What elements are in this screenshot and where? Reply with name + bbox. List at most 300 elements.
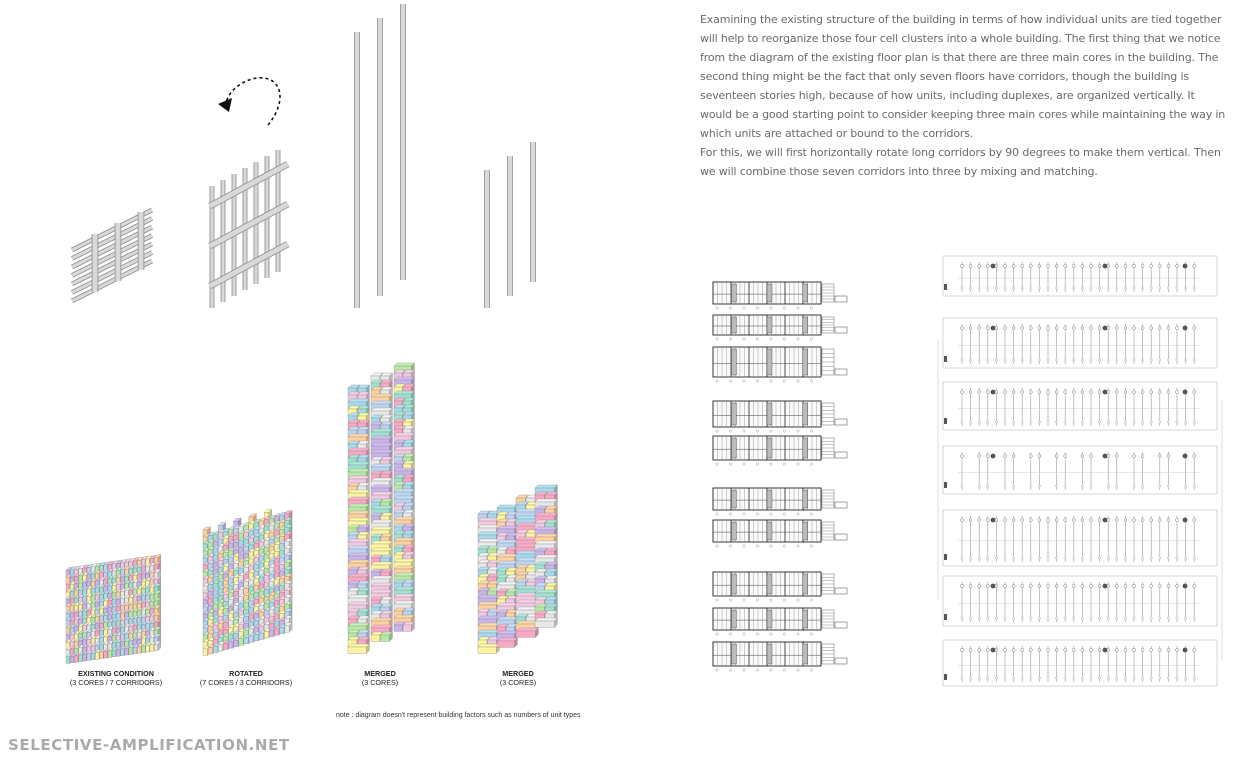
schematic-node <box>1047 359 1049 361</box>
schematic-node <box>1116 557 1118 559</box>
schematic-node <box>986 265 989 268</box>
schematic-node <box>1141 557 1143 559</box>
schematic-node <box>986 585 989 588</box>
schematic-node <box>1159 677 1161 679</box>
unit-block <box>121 649 125 656</box>
unit-block-top <box>497 638 517 641</box>
schematic-node <box>1021 327 1024 330</box>
plan-core <box>731 522 736 540</box>
schematic-node <box>1167 391 1170 394</box>
schematic-level-mark <box>944 614 947 620</box>
plan-grid-marker <box>797 599 799 601</box>
schematic-node <box>1004 585 1007 588</box>
schematic-node <box>1030 359 1032 361</box>
schematic-node <box>1055 327 1058 330</box>
schematic-node <box>969 519 972 522</box>
unit-block <box>478 647 496 653</box>
unit-block-top <box>497 582 517 585</box>
schematic-node <box>1047 649 1050 652</box>
plan-grid-marker <box>810 307 812 309</box>
schematic-node <box>1090 617 1092 619</box>
schematic-node <box>1021 265 1024 268</box>
unit-block-top <box>348 574 369 577</box>
unit-block-top <box>478 602 499 605</box>
schematic-node <box>1090 649 1093 652</box>
schematic-node <box>978 421 980 423</box>
schematic-node <box>1030 485 1032 487</box>
plan-grid-marker <box>729 599 731 601</box>
schematic-node <box>1098 327 1101 330</box>
schematic-node <box>1090 519 1093 522</box>
unit-block-top <box>371 576 392 579</box>
schematic-core-dot <box>991 390 996 395</box>
unit-block <box>125 648 129 655</box>
schematic-node <box>1193 485 1195 487</box>
schematic-node <box>1116 617 1118 619</box>
schematic-node <box>1141 391 1144 394</box>
unit-block-top <box>371 618 392 621</box>
unit-block-top <box>348 623 369 626</box>
unit-block <box>269 630 274 636</box>
unit-block <box>239 639 244 645</box>
schematic-node <box>1004 455 1007 458</box>
schematic-node <box>961 455 964 458</box>
schematic-node <box>1124 519 1127 522</box>
schematic-node <box>961 287 963 289</box>
schematic-node <box>978 677 980 679</box>
schematic-node <box>961 485 963 487</box>
schematic-node <box>1029 585 1032 588</box>
plan-grid-marker <box>770 307 772 309</box>
unit-block-top <box>497 554 517 557</box>
schematic-core-dot <box>1103 264 1108 269</box>
description-paragraph-1: Examining the existing structure of the building in terms of how individual units are tied together will help to reorganize those four cell clusters into a whole building. The first thing that we notice from the diagram of the existing floor plan is that there are three main cores in the building. The second thing might be the fact that only seven floors have corridors, though the building is seventeen stories high, because of how units, including duplexes, are organized vertically. It would be a good starting point to consider keeping three main cores while maintaining the way in which units are attached or bound to the corridors. <box>700 13 1226 140</box>
stage-subtitle: (7 CORES / 3 CORRIDORS) <box>199 677 293 687</box>
schematic-node <box>1124 359 1126 361</box>
plan-grid-marker <box>716 513 718 515</box>
unit-block-top <box>394 363 414 366</box>
schematic-node <box>969 649 972 652</box>
schematic-node <box>1184 557 1186 559</box>
unit-block-top <box>348 462 369 465</box>
schematic-level-mark <box>944 284 947 290</box>
floor-plan <box>713 282 847 309</box>
schematic-node <box>1098 617 1100 619</box>
unit-block <box>234 640 239 646</box>
schematic-core-dot <box>1183 326 1188 331</box>
unit-block-top <box>348 476 369 479</box>
unit-block-top <box>478 623 499 626</box>
schematic-node <box>1133 557 1135 559</box>
plan-grid-marker <box>729 669 731 671</box>
schematic-node <box>1107 557 1109 559</box>
plan-grid-marker <box>770 513 772 515</box>
schematic-node <box>1090 455 1093 458</box>
schematic-node <box>987 359 989 361</box>
schematic-node <box>1047 617 1049 619</box>
plan-grid-marker <box>797 338 799 340</box>
plan-floor-tag <box>835 369 847 375</box>
unit-block-top <box>478 616 499 619</box>
plan-grid-marker <box>729 633 731 635</box>
schematic-node <box>1029 265 1032 268</box>
unit-block-top <box>371 485 392 488</box>
schematic-node <box>1133 421 1135 423</box>
unit-block-top <box>394 601 414 604</box>
schematic-node <box>1193 649 1196 652</box>
schematic-node <box>1098 519 1101 522</box>
schematic-node <box>1167 421 1169 423</box>
schematic-node <box>1098 677 1100 679</box>
schematic-node <box>1055 421 1057 423</box>
unit-block <box>142 646 146 653</box>
plan-core <box>803 610 808 628</box>
schematic-node <box>1176 617 1178 619</box>
schematic-node <box>1133 649 1136 652</box>
unit-block-top <box>348 595 369 598</box>
schematic-node <box>1141 677 1143 679</box>
schematic-node <box>1072 649 1075 652</box>
schematic-node <box>1004 391 1007 394</box>
schematic-node <box>1141 287 1143 289</box>
schematic-node <box>1115 265 1118 268</box>
schematic-node <box>1004 265 1007 268</box>
schematic-node <box>1124 391 1127 394</box>
schematic-node <box>1012 327 1015 330</box>
schematic-node <box>987 421 989 423</box>
schematic-node <box>1150 557 1152 559</box>
unit-block-top <box>497 526 517 529</box>
corridor-axonometric-diagrams <box>72 4 533 308</box>
schematic-node <box>1064 359 1066 361</box>
schematic-node <box>1133 617 1135 619</box>
plan-core <box>803 317 808 333</box>
schematic-node <box>1055 649 1058 652</box>
unit-block-top <box>371 562 392 565</box>
plan-grid-marker <box>783 513 785 515</box>
schematic-node <box>1021 585 1024 588</box>
schematic-node <box>978 391 981 394</box>
schematic-node <box>1158 519 1161 522</box>
schematic-level-mark <box>944 418 947 424</box>
diagram-note: note : diagram doesn't represent building factors such as numbers of unit types <box>336 712 581 719</box>
schematic-node <box>1004 485 1006 487</box>
schematic-node <box>961 557 963 559</box>
schematic-node <box>1038 265 1041 268</box>
unit-block <box>535 621 554 627</box>
schematic-core-dot <box>1103 584 1108 589</box>
stage-caption-merged-1 <box>350 670 410 687</box>
plan-grid-marker <box>783 463 785 465</box>
corridor-schematic <box>943 576 1217 626</box>
schematic-node <box>1064 485 1066 487</box>
schematic-node <box>1029 391 1032 394</box>
schematic-node <box>1133 359 1135 361</box>
schematic-node <box>1158 585 1161 588</box>
schematic-node <box>1030 677 1032 679</box>
unit-block-top <box>394 468 414 471</box>
schematic-node <box>1055 585 1058 588</box>
schematic-node <box>1038 391 1041 394</box>
plan-core <box>731 610 736 628</box>
unit-block <box>66 657 70 664</box>
unit-block <box>129 648 133 655</box>
schematic-node <box>961 391 964 394</box>
schematic-node <box>987 557 989 559</box>
schematic-core-dot <box>1103 390 1108 395</box>
unit-block-top <box>371 590 392 593</box>
schematic-node <box>1081 421 1083 423</box>
schematic-node <box>1012 677 1014 679</box>
schematic-node <box>1055 455 1058 458</box>
unit-block <box>70 656 74 663</box>
schematic-node <box>1141 265 1144 268</box>
corridor-schematic <box>943 382 1217 430</box>
schematic-node <box>986 391 989 394</box>
unit-block-top <box>394 489 414 492</box>
floor-plan <box>713 436 847 465</box>
schematic-node <box>987 287 989 289</box>
schematic-node <box>1030 421 1032 423</box>
unit-block-top <box>394 573 414 576</box>
stage-caption-existing <box>62 670 170 687</box>
rotation-arrow <box>226 78 280 125</box>
schematic-node <box>1090 677 1092 679</box>
plan-grid-marker <box>810 463 812 465</box>
unit-block <box>394 625 402 631</box>
unit-block-top <box>497 561 517 564</box>
schematic-core-dot <box>991 648 996 653</box>
plan-core <box>803 574 808 594</box>
schematic-node <box>1004 359 1006 361</box>
schematic-node <box>1176 649 1179 652</box>
schematic-node <box>1150 327 1153 330</box>
schematic-node <box>995 421 997 423</box>
unit-block-top <box>348 504 369 507</box>
plan-core <box>767 349 772 375</box>
plan-core <box>767 317 772 333</box>
plan-grid-marker <box>743 545 745 547</box>
schematic-node <box>987 617 989 619</box>
schematic-node <box>1012 485 1014 487</box>
unit-block-top <box>371 443 392 446</box>
schematic-level-mark <box>944 554 947 560</box>
unit-block-top <box>394 377 414 380</box>
schematic-node <box>1038 421 1040 423</box>
unit-block <box>249 636 254 642</box>
plan-grid-marker <box>783 545 785 547</box>
plan-grid-marker <box>797 545 799 547</box>
schematic-node <box>1004 421 1006 423</box>
schematic-node <box>1098 359 1100 361</box>
schematic-node <box>1081 557 1083 559</box>
schematic-node <box>1167 287 1169 289</box>
schematic-node <box>1176 359 1178 361</box>
schematic-node <box>1055 391 1058 394</box>
schematic-node <box>1133 585 1136 588</box>
schematic-node <box>1038 287 1040 289</box>
schematic-node <box>969 359 971 361</box>
plan-floor-tag <box>835 534 847 540</box>
schematic-node <box>986 327 989 330</box>
schematic-node <box>1141 455 1144 458</box>
schematic-level-mark <box>944 674 947 680</box>
unit-block <box>259 633 264 639</box>
unit-block-top <box>497 603 517 606</box>
plan-core <box>731 644 736 664</box>
schematic-node <box>1073 287 1075 289</box>
plan-grid-marker <box>810 513 812 515</box>
schematic-node <box>1090 265 1093 268</box>
plan-grid-marker <box>756 633 758 635</box>
unit-block-top <box>371 541 392 544</box>
schematic-node <box>1107 617 1109 619</box>
unit-block-top <box>535 485 557 488</box>
schematic-node <box>1055 287 1057 289</box>
plan-grid-marker <box>783 633 785 635</box>
schematic-node <box>1133 455 1136 458</box>
plan-grid-marker <box>716 633 718 635</box>
schematic-node <box>1030 287 1032 289</box>
plan-core <box>731 403 736 425</box>
schematic-node <box>1193 617 1195 619</box>
unit-block <box>108 651 112 658</box>
unit-block <box>285 626 290 632</box>
schematic-node <box>1193 287 1195 289</box>
plan-grid-marker <box>810 669 812 671</box>
schematic-node <box>1176 519 1179 522</box>
unit-block <box>150 645 154 652</box>
floor-plan <box>713 572 847 601</box>
schematic-node <box>1038 557 1040 559</box>
schematic-node <box>1124 557 1126 559</box>
schematic-node <box>1038 485 1040 487</box>
schematic-node <box>1193 391 1196 394</box>
schematic-node <box>978 649 981 652</box>
schematic-node <box>1159 359 1161 361</box>
schematic-node <box>1072 585 1075 588</box>
schematic-node <box>1150 617 1152 619</box>
schematic-node <box>1055 677 1057 679</box>
plan-core <box>731 317 736 333</box>
schematic-node <box>1038 617 1040 619</box>
plan-grid-marker <box>756 599 758 601</box>
unit-block-top <box>394 391 414 394</box>
unit-block <box>516 631 535 637</box>
unit-block-top <box>394 538 414 541</box>
schematic-node <box>1029 649 1032 652</box>
schematic-node <box>1150 391 1153 394</box>
schematic-node <box>1055 617 1057 619</box>
schematic-node <box>1064 265 1067 268</box>
schematic-node <box>961 649 964 652</box>
schematic-node <box>978 485 980 487</box>
rotation-arrowhead-icon <box>218 98 232 112</box>
plan-grid-marker <box>743 669 745 671</box>
plan-grid-marker <box>770 599 772 601</box>
schematic-node <box>1116 485 1118 487</box>
plan-grid-marker <box>743 463 745 465</box>
schematic-node <box>1158 265 1161 268</box>
schematic-node <box>1193 557 1195 559</box>
unit-block <box>116 650 120 657</box>
plan-grid-marker <box>770 430 772 432</box>
unit-block-top <box>371 401 392 404</box>
stage-subtitle: (3 CORES) <box>361 677 399 687</box>
unit-block-top <box>394 433 414 436</box>
schematic-node <box>1116 287 1118 289</box>
schematic-core-dot <box>991 326 996 331</box>
schematic-node <box>1090 327 1093 330</box>
plan-grid-marker <box>716 463 718 465</box>
unit-block <box>381 635 390 641</box>
schematic-node <box>1055 519 1058 522</box>
schematic-node <box>978 265 981 268</box>
plan-grid-marker <box>743 599 745 601</box>
schematic-node <box>1150 287 1152 289</box>
unit-block <box>371 635 380 641</box>
plan-grid-marker <box>770 669 772 671</box>
plan-floor-tag <box>835 622 847 628</box>
schematic-node <box>1047 327 1050 330</box>
plan-grid-marker <box>729 463 731 465</box>
unit-block-top <box>371 450 392 453</box>
schematic-node <box>1073 557 1075 559</box>
schematic-node <box>1124 617 1126 619</box>
unit-block <box>133 647 137 654</box>
schematic-node <box>1116 359 1118 361</box>
schematic-node <box>1159 617 1161 619</box>
plan-grid-marker <box>797 513 799 515</box>
unit-block-top <box>371 506 392 509</box>
schematic-level-mark <box>944 482 947 488</box>
schematic-node <box>1167 677 1169 679</box>
floor-plan-drawings <box>713 282 847 671</box>
schematic-node <box>978 359 980 361</box>
unit-block-top <box>371 408 392 411</box>
schematic-node <box>1055 557 1057 559</box>
corridor-schematic <box>943 446 1217 494</box>
unit-block-top <box>348 434 369 437</box>
schematic-node <box>969 391 972 394</box>
schematic-node <box>1141 585 1144 588</box>
corridor-schematic <box>943 256 1217 296</box>
schematic-node <box>1081 265 1084 268</box>
unit-block-top <box>371 492 392 495</box>
unit-block-top <box>535 534 557 537</box>
description-paragraph-2: For this, we will first horizontally rotate long corridors by 90 degrees to make them vertical. Then we will combine those seven corridors into three by mixing and matching. <box>700 146 1221 178</box>
plan-grid-marker <box>797 669 799 671</box>
floor-plan <box>713 488 847 515</box>
schematic-node <box>1158 649 1161 652</box>
unit-block <box>254 635 259 641</box>
unit-block-top <box>394 559 414 562</box>
plan-core <box>731 438 736 458</box>
plan-grid-marker <box>810 599 812 601</box>
unit-block-top <box>497 540 517 543</box>
schematic-node <box>1115 649 1118 652</box>
schematic-node <box>969 557 971 559</box>
plan-grid-marker <box>756 545 758 547</box>
schematic-node <box>1012 359 1014 361</box>
unit-block-top <box>371 436 392 439</box>
schematic-node <box>1184 677 1186 679</box>
plan-floor-tag <box>835 452 847 458</box>
schematic-node <box>1029 519 1032 522</box>
unit-block <box>403 625 411 631</box>
plan-core <box>803 349 808 375</box>
plan-grid-marker <box>797 633 799 635</box>
